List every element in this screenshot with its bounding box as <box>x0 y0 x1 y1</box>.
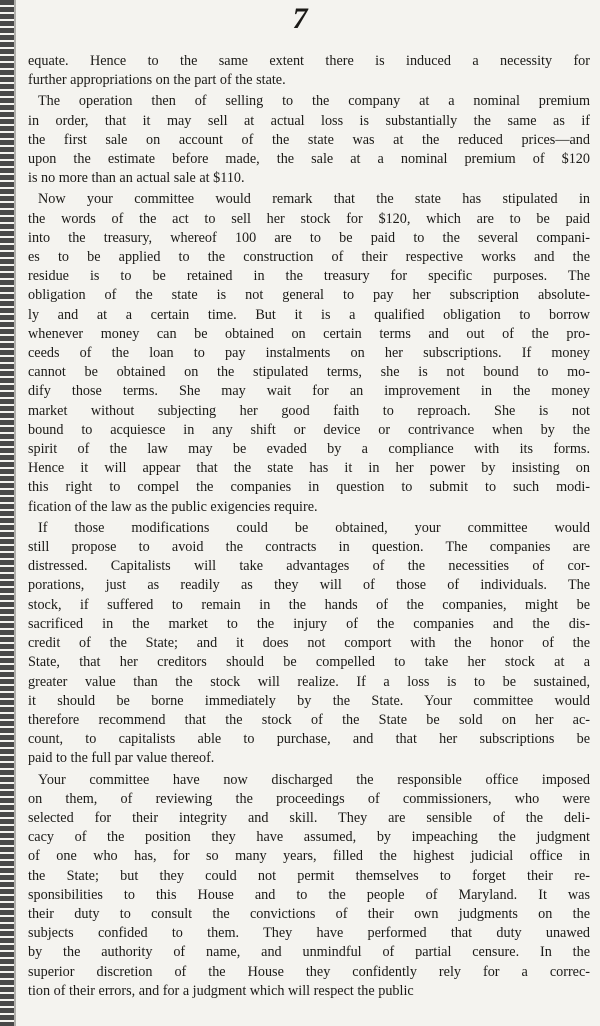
paragraph <box>28 771 590 1001</box>
text-line: whenever money can be obtained on certain terms and out of the pro- <box>28 325 590 342</box>
text-line: If those modifications could be obtained, your committee would <box>38 519 590 536</box>
text-line: superior discretion of the House they confidently rely for a correc- <box>28 963 590 980</box>
text-line: of one who has, for so many years, filled the highest judicial office in <box>28 848 590 865</box>
text-line: cacy of the position they have assumed, by impeaching the judgment <box>28 829 590 846</box>
text-line: on them, of reviewing the proceedings of commissioners, who were <box>28 790 590 807</box>
text-line: credit of the State; and it does not comport with the honor of the <box>28 635 590 652</box>
text-line: in order, that it may sell at actual loss is substantially the same as if <box>28 112 590 129</box>
text-line: Now your committee would remark that the state has stipulated in <box>38 191 590 208</box>
text-line: sponsibilities to this House and to the people of Maryland. It was <box>28 886 590 903</box>
text-line: State, that her creditors should be compelled to take her stock at a <box>28 654 590 671</box>
paragraph <box>28 519 590 769</box>
body-text <box>28 52 590 1001</box>
text-line: sacrificed in the market to the injury of the companies and the dis- <box>28 615 590 632</box>
page-border-line <box>14 0 16 1026</box>
text-line: by the authority of name, and unmindful of partial censure. In the <box>28 944 590 961</box>
text-line: count, to capitalists able to purchase, and that her subscriptions be <box>28 731 590 748</box>
text-line: stock, if suffered to remain in the hands of the companies, might be <box>28 596 590 613</box>
text-line: spirit of the law may be evaded by a compliance with its forms. <box>28 441 590 458</box>
text-line: selected for their integrity and skill. They are sensible of the deli- <box>28 809 590 826</box>
text-line: Hence it will appear that the state has it in her power by insisting on <box>28 460 590 477</box>
text-line: equate. Hence to the same extent there is induced a necessity for <box>28 53 590 69</box>
text-line: the State; but they could not permit themselves to forget their re- <box>28 867 590 884</box>
text-line: porations, just as readily as they will of those of individuals. The <box>28 577 590 594</box>
paragraph <box>28 52 590 90</box>
text-line: fication of the law as the public exigencies require. <box>28 498 318 515</box>
paragraph <box>28 190 590 516</box>
text-line: cannot be obtained on the stipulated terms, she is not bound to mo- <box>28 364 590 381</box>
text-line: es to be applied to the construction of their respective works and the <box>28 249 590 266</box>
text-line: this right to compel the companies in question to submit to such modi- <box>28 479 590 496</box>
text-line: The operation then of selling to the company at a nominal premium <box>38 93 590 110</box>
text-line: paid to the full par value thereof. <box>28 750 215 767</box>
text-line: residue is to be retained in the treasury for specific purposes. The <box>28 268 590 285</box>
text-line: tion of their errors, and for a judgment which will respect the public <box>28 982 414 999</box>
text-line: obligation of the state is not general to pay her subscription absolute- <box>28 287 590 304</box>
text-line: bound to acquiesce in any shift or device or contrivance when by the <box>28 421 590 438</box>
text-line: ly and at a certain time. But it is a qualified obligation to borrow <box>28 306 590 323</box>
text-line: subjects confided to them. They have performed that duty unawed <box>28 925 590 942</box>
text-line: their duty to consult the convictions of their own judgments on the <box>28 905 590 922</box>
binding-edge <box>0 0 14 1026</box>
text-line: the words of the act to sell her stock for $120, which are to be paid <box>28 210 590 227</box>
text-line: upon the estimate before made, the sale at a nominal premium of $120 <box>28 151 590 168</box>
text-line: therefore recommend that the stock of the State be sold on her ac- <box>28 711 590 728</box>
text-line: ceeds of the loan to pay instalments on her subscriptions. If money <box>28 345 590 362</box>
text-line: further appropriations on the part of the state. <box>28 72 286 89</box>
text-line: it should be borne immediately by the State. Your committee would <box>28 692 590 709</box>
text-line: greater value than the stock will realize. If a loss is to be sustained, <box>28 673 590 690</box>
text-line: dify those terms. She may wait for an improvement in the money <box>28 383 590 400</box>
text-line: into the treasury, whereof 100 are to be paid to the several compani- <box>28 229 590 246</box>
text-line: still propose to avoid the contracts in question. The companies are <box>28 539 590 556</box>
page-number: 7 <box>292 2 308 35</box>
text-line: market without subjecting her good faith to reproach. She is not <box>28 402 590 419</box>
paragraph <box>28 92 590 188</box>
text-line: Your committee have now discharged the responsible office imposed <box>38 771 590 788</box>
text-line: the first sale on account of the state was at the reduced prices—and <box>28 131 590 148</box>
text-line: is no more than an actual sale at $110. <box>28 170 245 187</box>
text-line: distressed. Capitalists will take advantages of the necessities of cor- <box>28 558 590 575</box>
